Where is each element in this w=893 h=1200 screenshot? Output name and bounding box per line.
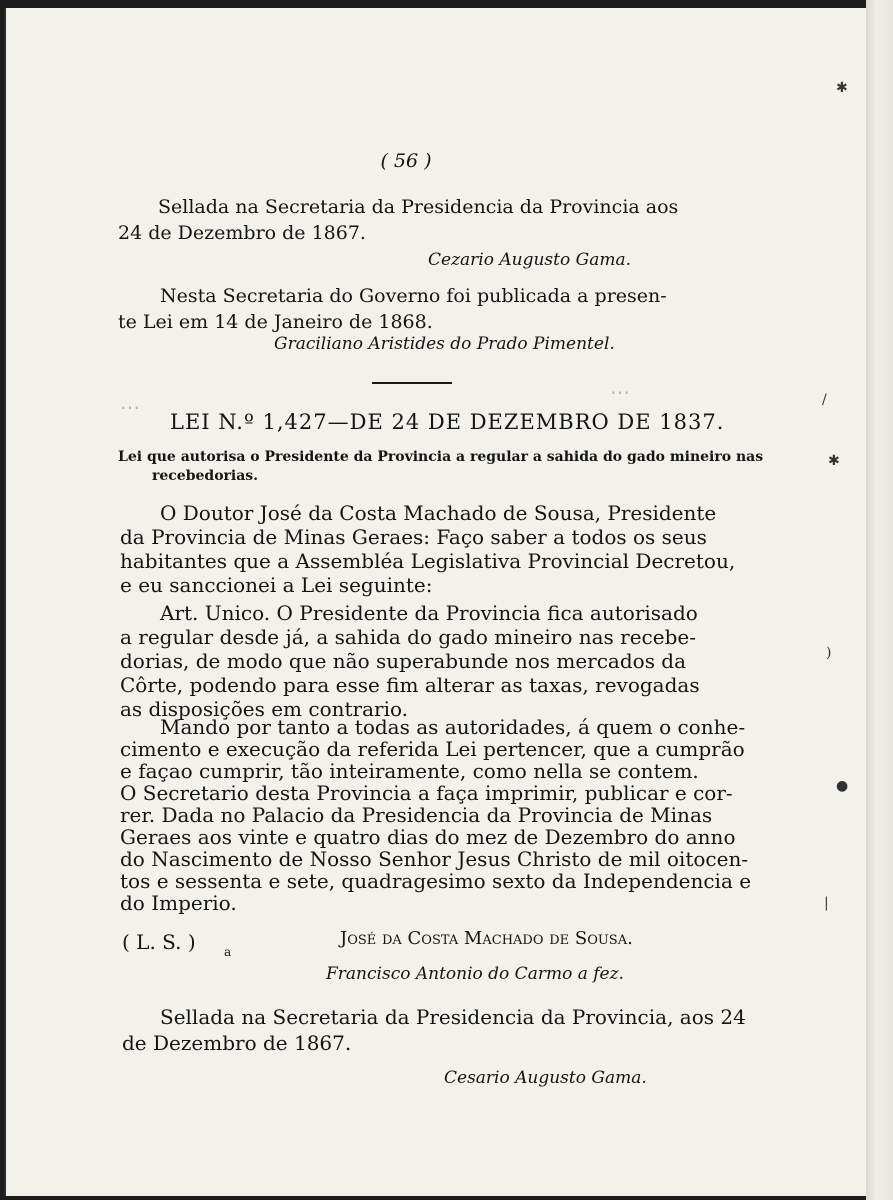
mandate-line: cimento e execução da referida Lei pertencer, que a cumprão xyxy=(120,737,745,761)
sealed-line: Sellada na Secretaria da Presidencia da Provincia, aos 24 xyxy=(160,1005,746,1029)
mandate-line: e façao cumprir, tão inteiramente, como nella se contem. xyxy=(120,759,699,783)
article-line: Art. Unico. O Presidente da Provincia fica autorisado xyxy=(160,601,698,625)
bleed-through-mark: ⋯ xyxy=(610,380,630,404)
seal-annotation: a xyxy=(224,945,232,959)
article-line: dorias, de modo que não superabunde nos mercados da xyxy=(120,649,687,673)
margin-mark: ) xyxy=(826,645,832,661)
mandate-line: Mando por tanto a todas as autoridades, á quem o conhe- xyxy=(160,715,746,739)
margin-mark: | xyxy=(824,895,829,911)
sealed-line: 24 de Dezembro de 1867. xyxy=(118,222,366,244)
page-number: ( 56 ) xyxy=(380,150,432,172)
published-line: te Lei em 14 de Janeiro de 1868. xyxy=(118,311,433,333)
preamble-line: da Provincia de Minas Geraes: Faço saber a todos os seus xyxy=(120,525,707,549)
sealed-line: de Dezembro de 1867. xyxy=(122,1031,352,1055)
article-line: Côrte, podendo para esse fim alterar as taxas, revogadas xyxy=(120,673,700,697)
mandate-line: tos e sessenta e sete, quadragesimo sexto da Independencia e xyxy=(120,869,752,893)
margin-mark: ● xyxy=(836,778,849,794)
margin-mark: / xyxy=(822,392,827,408)
mandate-line: rer. Dada no Palacio da Presidencia da Provincia de Minas xyxy=(120,803,713,827)
page-edge xyxy=(866,0,893,1200)
article-line: as disposições em contrario. xyxy=(120,697,409,721)
preamble-line: habitantes que a Assembléa Legislativa Provincial Decretou, xyxy=(120,549,736,573)
sealed-signature: Cesario Augusto Gama. xyxy=(444,1068,647,1088)
mandate-line: O Secretario desta Provincia a faça imprimir, publicar e cor- xyxy=(120,781,733,805)
preamble-line: O Doutor José da Costa Machado de Sousa, Presidente xyxy=(160,501,717,525)
law-title: LEI N.º 1,427—DE 24 DE DEZEMBRO DE 1837. xyxy=(170,410,725,434)
sealed-signature: Cezario Augusto Gama. xyxy=(428,250,631,270)
margin-mark: ✱ xyxy=(836,80,848,96)
preamble-line: e eu sanccionei a Lei seguinte: xyxy=(120,573,433,597)
margin-mark: ✱ xyxy=(828,453,840,469)
published-signature: Graciliano Aristides do Prado Pimentel. xyxy=(274,334,615,354)
clerk-line: Francisco Antonio do Carmo a fez. xyxy=(326,964,624,984)
law-summary: recebedorias. xyxy=(152,468,259,484)
bleed-through-mark: ⋯ xyxy=(120,395,140,419)
law-summary: Lei que autorisa o Presidente da Provincia a regular a sahida do gado mineiro nas xyxy=(118,449,764,465)
mandate-line: Geraes aos vinte e quatro dias do mez de Dezembro do anno xyxy=(120,825,736,849)
article-line: a regular desde já, a sahida do gado mineiro nas recebe- xyxy=(120,625,696,649)
seal-mark: ( L. S. ) xyxy=(122,930,196,954)
mandate-line: do Nascimento de Nosso Senhor Jesus Christo de mil oitocen- xyxy=(120,847,749,871)
mandate-line: do Imperio. xyxy=(120,891,237,915)
published-line: Nesta Secretaria do Governo foi publicada a presen- xyxy=(160,285,667,307)
sealed-line: Sellada na Secretaria da Presidencia da Provincia aos xyxy=(158,196,679,218)
section-divider xyxy=(372,382,452,384)
signatory: José da Costa Machado de Sousa. xyxy=(340,928,633,949)
